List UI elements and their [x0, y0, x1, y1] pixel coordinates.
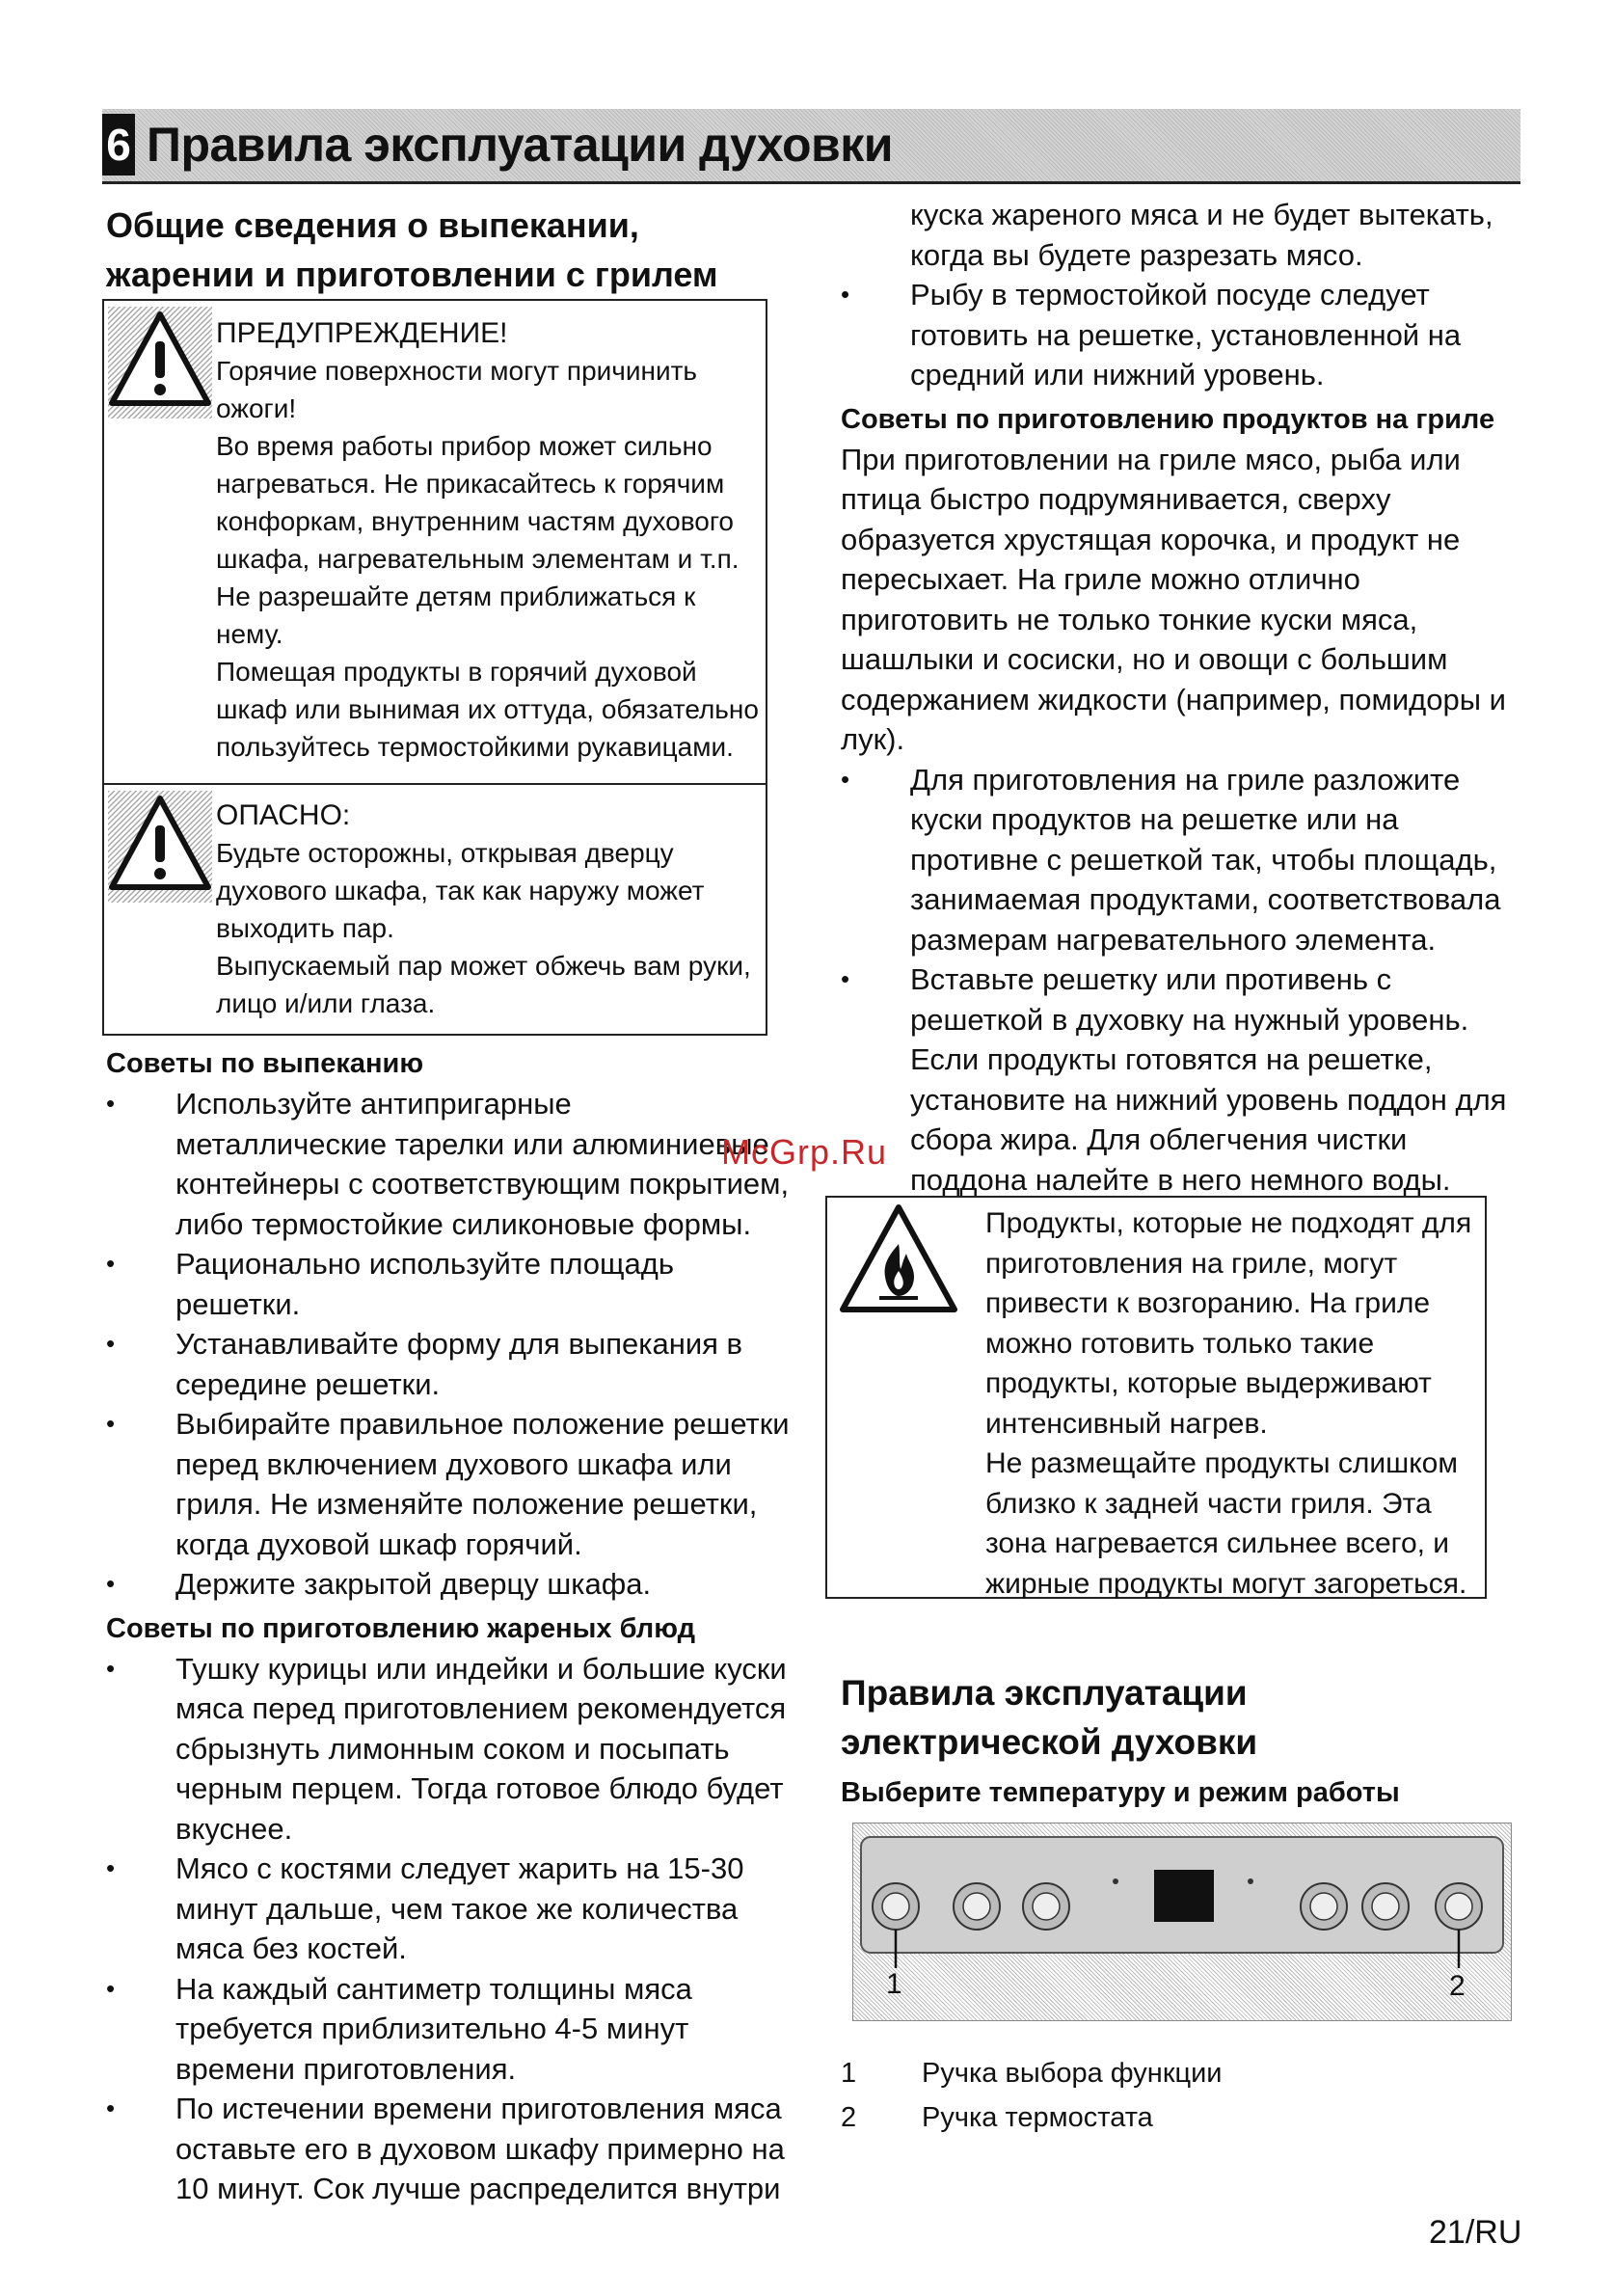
list-item: • Рыбу в термостойкой посуде следует готовить на решетке, установленной на средний или нижний уровень.: [841, 275, 1516, 395]
grill-tips-text: При приготовлении на гриле мясо, рыба или птица быстро подрумянивается, сверху образуется хрустящая корочка, и продукт не пересыхает. На гриле можно отлично приготовить не только тонкие куски мяса, шашлыки и сосиски, но и овощи с большим содержанием жидкости (например, помидоры и лук).: [841, 442, 1506, 756]
list-item: • Вставьте решетку или противень с решеткой в духовку на нужный уровень. Если продукты готовятся на решетке, установите на нижний уровень поддон для сбора жира. Для облегчения чистки поддона налейте в него немного воды.: [841, 959, 1516, 1200]
list-item: • Используйте антипригарные металлические тарелки или алюминиевые контейнеры с соответствующим покрытием, либо термостойкие силиконовые формы.: [106, 1084, 791, 1244]
baking-tips-list: [106, 1084, 791, 1605]
warning-triangle-icon: [108, 307, 212, 419]
fire-warning-text-2: Не размещайте продукты слишком близко к задней части гриля. Эта зона нагревается сильнее всего, и жирные продукты могут загореться.: [985, 1447, 1467, 1600]
legend-number: 2: [841, 2102, 857, 2133]
control-panel-drawing: [853, 1823, 1511, 2020]
fire-hazard-icon: [839, 1202, 958, 1317]
roasting-continuation: куска жареного мяса и не будет вытекать, когда вы будете разрезать мясо.: [910, 198, 1493, 272]
warning-text-2: Во время работы прибор может сильно нагреваться. Не прикасайтесь к горячим конфоркам, внутренним частям духового шкафа, нагревательным элементам и т.п. Не разрешайте детям приближаться к нему.: [216, 431, 740, 649]
fish-tip-list: [841, 275, 1516, 395]
baking-tips-title: Советы по выпеканию: [106, 1048, 424, 1079]
control-panel-illustration: [852, 1823, 1512, 2021]
danger-title: ОПАСНО:: [216, 799, 351, 831]
legend-number: 1: [841, 2058, 857, 2089]
list-item: • Тушку курицы или индейки и большие куски мяса перед приготовлением рекомендуется сбрызнуть лимонным соком и посыпать черным перцем. Тогда готовое блюдо будет вкуснее.: [106, 1649, 791, 1850]
warning-box: [102, 299, 767, 1036]
danger-triangle-icon: [108, 791, 212, 903]
list-item: • По истечении времени приготовления мяса оставьте его в духовом шкафу примерно на 10 минут. Сок лучше распределится внутри: [106, 2089, 791, 2209]
warning-title: ПРЕДУПРЕЖДЕНИЕ!: [216, 317, 508, 349]
watermark: McGrp.Ru: [721, 1132, 888, 1172]
grill-tips-title: Советы по приготовлению продуктов на гриле: [841, 403, 1495, 435]
electric-oven-heading: Правила эксплуатации электрической духовки: [841, 1673, 1258, 1762]
fire-warning-box: [825, 1196, 1487, 1599]
panel-callout-2: 2: [1449, 1970, 1466, 2002]
left-tips-column: [106, 1043, 791, 2209]
list-item: • Для приготовления на гриле разложите куски продуктов на решетке или на противне с решеткой так, чтобы площадь, занимаемая продуктами, соответствовала размерам нагревательного элемента.: [841, 760, 1516, 960]
warning-text-3: Помещая продукты в горячий духовой шкаф или вынимая их оттуда, обязательно пользуйтесь термостойкими рукавицами.: [216, 657, 759, 762]
list-item: • Устанавливайте форму для выпекания в середине решетки.: [106, 1324, 791, 1404]
panel-callout-1: 1: [886, 1968, 902, 2000]
list-item: • Выбирайте правильное положение решетки перед включением духового шкафа или гриля. Не изменяйте положение решетки, когда духовой шкаф горячий.: [106, 1404, 791, 1564]
legend-row-2: [841, 2098, 1153, 2137]
page-number: 21/RU: [1429, 2214, 1522, 2251]
danger-text-2: Выпускаемый пар может обжечь вам руки, лицо и/или глаза.: [216, 951, 751, 1018]
list-item: • Мясо с костями следует жарить на 15-30 минут дальше, чем такое же количества мяса без костей.: [106, 1849, 791, 1969]
list-item: • Держите закрытой дверцу шкафа.: [106, 1564, 791, 1605]
warning-text-1: Горячие поверхности могут причинить ожоги!: [216, 356, 698, 423]
legend-label: Ручка термостата: [922, 2102, 1153, 2133]
danger-section: [104, 783, 766, 1034]
left-heading-block: [106, 201, 762, 299]
warning-section: [104, 301, 766, 783]
legend-row-1: [841, 2054, 1223, 2093]
list-item: • На каждый сантиметр толщины мяса требуется приблизительно 4-5 минут времени приготовления.: [106, 1969, 791, 2090]
chapter-header: [102, 109, 1520, 184]
list-item: • Рационально используйте площадь решетки.: [106, 1244, 791, 1324]
roasting-tips-title: Советы по приготовлению жареных блюд: [106, 1612, 695, 1644]
right-column: [841, 195, 1516, 1200]
select-temperature-title: Выберите температуру и режим работы: [841, 1777, 1400, 1808]
danger-text-1: Будьте осторожны, открывая дверцу духового шкафа, так как наружу может выходить пар.: [216, 838, 705, 943]
chapter-title: Правила эксплуатации духовки: [147, 118, 894, 172]
electric-oven-section: [841, 1668, 1516, 1813]
fire-warning-text-1: Продукты, которые не подходят для приготовления на гриле, могут привести к возгоранию. На гриле можно готовить только такие продукты, которые выдерживают интенсивный нагрев.: [985, 1207, 1472, 1440]
section-heading: Общие сведения о выпекании, жарении и приготовлении с грилем: [106, 205, 718, 294]
roasting-tips-list: [106, 1649, 791, 2209]
chapter-number: 6: [102, 114, 135, 176]
legend-label: Ручка выбора функции: [922, 2058, 1223, 2089]
grill-tips-list: [841, 760, 1516, 1201]
